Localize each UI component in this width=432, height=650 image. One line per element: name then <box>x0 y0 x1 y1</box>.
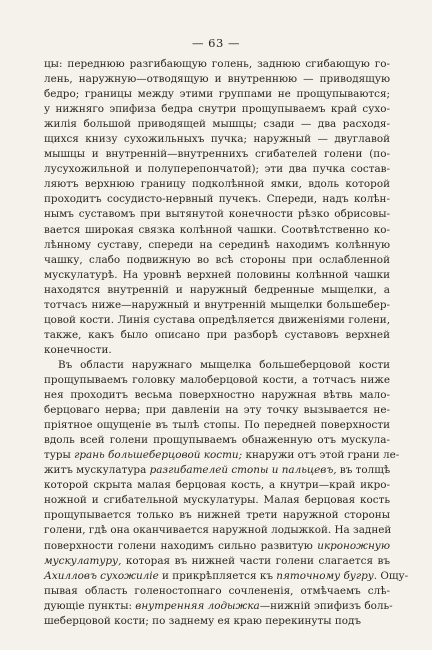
italic-term: грань большеберцовой кости; <box>74 449 243 462</box>
text-line <box>44 539 390 554</box>
text-line <box>44 448 400 463</box>
italic-term: мускулатуру, <box>44 554 122 567</box>
text-segment: —нижній эпифизъ боль- <box>259 599 393 612</box>
text-segment: Въ области наружнаго мыщелка большеберцовой кости <box>58 358 390 371</box>
text-line <box>44 253 390 268</box>
text-segment: находятся внутренній и наружный бедренные мыщелки, а <box>44 283 390 296</box>
text-segment: также, какъ было описано при разборѣ суставовъ верхней <box>44 328 390 341</box>
italic-term: икроножную <box>317 539 390 552</box>
text-line <box>44 102 390 117</box>
text-segment: тотчасъ ниже—наружный и внутренній мыщелки большебер- <box>44 298 390 311</box>
text-segment: пріятное ощущеніе въ тылѣ стопы. По передней поверхности <box>44 419 390 432</box>
text-line <box>44 313 390 328</box>
text-segment: проходитъ сосудисто-нервный пучекъ. Спереди, надъ колѣн- <box>44 193 390 206</box>
text-segment: и прикрѣпляется къ <box>158 569 277 582</box>
text-segment: поверхности голени находимъ сильно развитую <box>44 539 318 552</box>
text-line <box>44 554 390 569</box>
text-segment: пывая область голеностопнаго сочлененія, отмѣчаемъ слѣ- <box>44 584 390 597</box>
text-line <box>44 57 390 72</box>
text-line <box>44 72 390 87</box>
text-line <box>44 493 390 508</box>
text-line <box>44 403 390 418</box>
text-segment: лень, наружную—отводящую и внутреннюю — приводящую <box>44 73 390 86</box>
text-segment: цы: переднюю разгибающую голень, заднюю сгибающую го- <box>44 58 390 70</box>
text-segment: голени, гдѣ она оканчивается наружной лодыжкой. На задней <box>44 524 392 537</box>
text-segment: лѣнному суставу, спереди на серединѣ находимъ колѣнную <box>44 238 390 251</box>
text-segment: житъ мускулатура <box>44 464 150 477</box>
text-line <box>44 508 390 523</box>
text-segment: туры <box>44 449 75 462</box>
text-line <box>44 584 390 599</box>
text-segment: конечности. <box>44 343 112 356</box>
italic-term: Ахилловъ сухожиліе <box>44 569 159 582</box>
text-segment: берцоваго нерва; при давленіи на эту точку вызывается не- <box>44 404 390 417</box>
text-segment: въ толщѣ <box>336 464 391 477</box>
text-segment: которой скрыта малая берцовая кость, а кнутри—край икро- <box>44 479 390 492</box>
text-line <box>44 523 390 538</box>
text-line <box>44 328 390 343</box>
body-text <box>44 57 409 629</box>
text-segment: Ощу- <box>377 569 409 582</box>
text-segment: чашку, слабо подвижную во всѣ стороны при ослабленной <box>44 253 390 266</box>
text-line <box>44 358 390 373</box>
text-segment: дующіе пункты: <box>44 599 136 612</box>
italic-term: внутренняя лодыжка <box>135 599 260 612</box>
text-line <box>44 207 390 222</box>
text-line <box>44 147 390 162</box>
text-segment: ляютъ верхнюю границу подколѣнной ямки, вдоль которой <box>44 178 390 191</box>
text-segment: лусухожильной и полуперепончатой); эти два пучка состав- <box>44 163 390 176</box>
paragraph <box>44 358 409 629</box>
text-segment: прощупывается только въ нижней трети наружной стороны <box>44 509 390 522</box>
text-segment: мышцы и внутренній—внутреннихъ сгибателей голени (по- <box>44 148 390 161</box>
text-line <box>44 599 393 614</box>
italic-term: разгибателей стопы и пальцевъ, <box>149 464 337 477</box>
text-segment: ножной и сгибательной мускулатуры. Малая берцовая кость <box>44 494 390 507</box>
text-line <box>44 463 390 478</box>
text-line <box>44 87 390 102</box>
text-segment: бедро; границы между этими группами не прощупываются; <box>44 88 390 101</box>
text-segment: вдоль всей голени прощупываемъ обнаженную отъ мускула- <box>44 434 390 447</box>
text-line <box>44 373 390 388</box>
text-line <box>44 418 390 433</box>
text-segment: нымъ суставомъ при вытянутой конечности рѣзко обрисовы- <box>44 208 390 221</box>
text-line <box>44 162 390 177</box>
text-line <box>44 192 390 207</box>
text-segment: которая въ нижней части голени слагается въ <box>121 554 390 567</box>
text-segment: кнаружи отъ этой грани ле- <box>242 449 400 462</box>
text-segment: цовой кости. Линія сустава опредѣляется движеніями голени, <box>44 313 390 326</box>
text-segment: прощупываемъ головку малоберцовой кости, а тотчасъ ниже <box>44 373 390 386</box>
text-line <box>44 177 390 192</box>
text-line <box>44 132 390 147</box>
text-line <box>44 283 390 298</box>
text-segment: щихся книзу сухожильныхъ пучка; наружный — двуглавой <box>44 133 390 146</box>
page-number: — 63 — <box>192 36 240 50</box>
text-line <box>44 117 390 132</box>
text-segment: у нижняго эпифиза бедра снутри прощупываемъ край сухо- <box>44 103 390 116</box>
text-line <box>44 238 390 253</box>
text-segment: жилія большой приводящей мышцы; сзади — два расходя- <box>44 118 390 131</box>
text-line <box>44 388 390 403</box>
text-segment: шеберцовой кости; по заднему ея краю перекинуты подъ <box>44 614 362 627</box>
text-segment: нея проходитъ весьма поверхностно наружная вѣтвь мало- <box>44 389 390 402</box>
paragraph <box>44 57 390 358</box>
text-line <box>44 569 409 584</box>
text-line <box>44 433 390 448</box>
text-segment: вается широкая связка колѣнной чашки. Соотвѣтственно ко- <box>44 223 390 236</box>
text-line <box>44 223 390 238</box>
text-line <box>44 298 390 313</box>
italic-term: пяточному бугру. <box>276 569 378 582</box>
text-line <box>44 478 390 493</box>
text-segment: мускулатурѣ. На уровнѣ верхней половины колѣнной чашки <box>44 268 390 281</box>
text-line <box>44 343 390 358</box>
text-line <box>44 268 390 283</box>
text-line <box>44 614 390 629</box>
